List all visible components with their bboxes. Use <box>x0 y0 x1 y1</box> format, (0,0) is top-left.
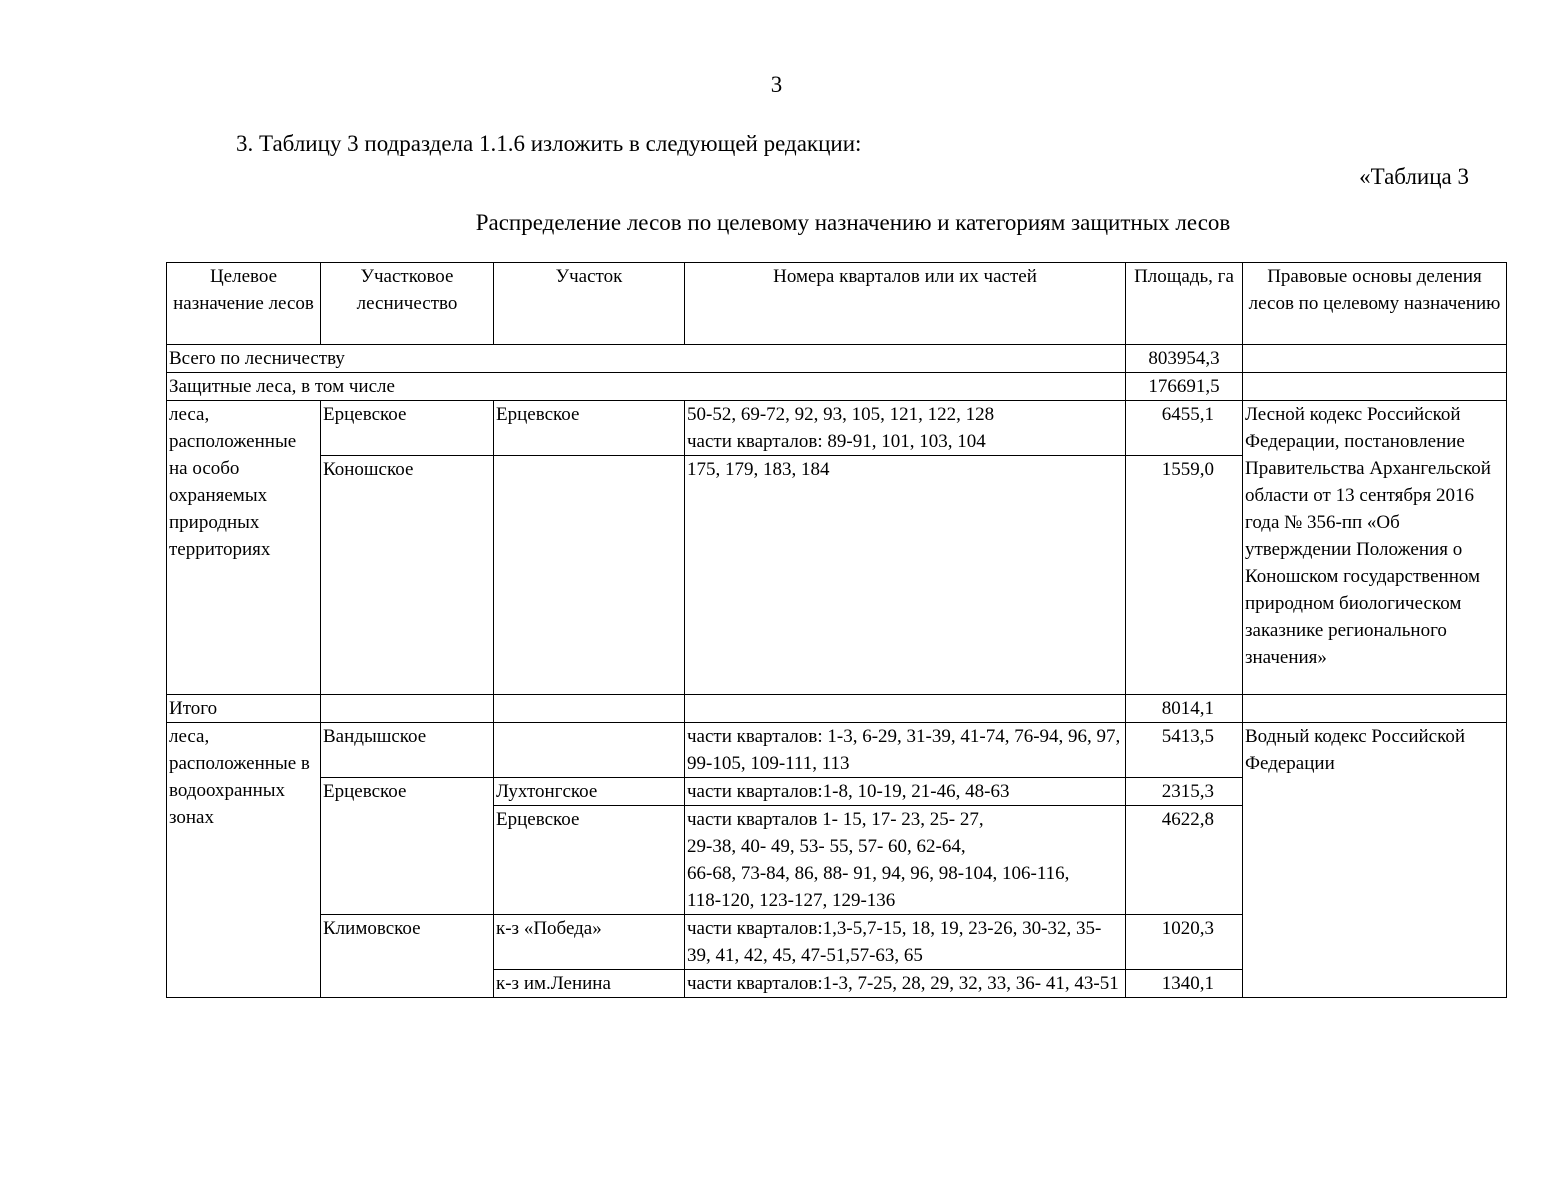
water-site-5: к-з им.Ленина <box>494 970 685 998</box>
water-quarters-5: части кварталов:1-3, 7-25, 28, 29, 32, 33, 36- 41, 43-51 <box>685 970 1126 998</box>
water-area-4: 1020,3 <box>1126 915 1243 970</box>
water-forestry-2: Ерцевское <box>321 778 494 915</box>
water-quarters-1: части кварталов: 1-3, 6-29, 31-39, 41-74, 76-94, 96, 97, 99-105, 109-111, 113 <box>685 723 1126 778</box>
page-number: 3 <box>770 72 783 97</box>
total-area: 803954,3 <box>1126 345 1243 373</box>
table-row-subtotal <box>167 695 1507 723</box>
header-site: Участок <box>494 263 685 345</box>
table-row-total <box>167 345 1507 373</box>
protective-area: 176691,5 <box>1126 373 1243 401</box>
spna-area-2: 1559,0 <box>1126 456 1243 695</box>
water-legal: Водный кодекс Российской Федерации <box>1243 723 1507 998</box>
spna-legal: Лесной кодекс Российской Федерации, постановление Правительства Архангельской области от 13 сентября 2016 года № 356-пп «Об утверждении Положения о Коношском государственном природном биологическом заказнике регионального значения» <box>1243 401 1507 695</box>
table-header-row <box>167 263 1507 345</box>
water-quarters-2: части кварталов:1-8, 10-19, 21-46, 48-63 <box>685 778 1126 806</box>
table-label: «Таблица 3 <box>1359 164 1469 189</box>
empty-cell <box>494 695 685 723</box>
water-site-1 <box>494 723 685 778</box>
total-label: Всего по лесничеству <box>167 345 1126 373</box>
protective-label: Защитные леса, в том числе <box>167 373 1126 401</box>
spna-quarters-1: 50-52, 69-72, 92, 93, 105, 121, 122, 128 части кварталов: 89-91, 101, 103, 104 <box>685 401 1126 456</box>
forest-distribution-table <box>166 262 1507 998</box>
empty-cell <box>685 695 1126 723</box>
water-area-1: 5413,5 <box>1126 723 1243 778</box>
empty-cell <box>1243 373 1507 401</box>
spna-subtotal-area: 8014,1 <box>1126 695 1243 723</box>
water-forestry-1: Вандышское <box>321 723 494 778</box>
instruction-text: 3. Таблицу 3 подраздела 1.1.6 изложить в следующей редакции: <box>236 131 862 156</box>
water-site-3: Ерцевское <box>494 806 685 915</box>
water-area-3: 4622,8 <box>1126 806 1243 915</box>
header-purpose: Целевое назначение лесов <box>167 263 321 345</box>
table-row-protective <box>167 373 1507 401</box>
water-quarters-3: части кварталов 1- 15, 17- 23, 25- 27, 29-38, 40- 49, 53- 55, 57- 60, 62-64, 66-68, 73-84, 86, 88- 91, 94, 96, 98-104, 106-116, 118-120, 123-127, 129-136 <box>685 806 1126 915</box>
water-forestry-4: Климовское <box>321 915 494 998</box>
header-quarters: Номера кварталов или их частей <box>685 263 1126 345</box>
water-site-2: Лухтонгское <box>494 778 685 806</box>
header-forestry: Участковое лесничество <box>321 263 494 345</box>
empty-cell <box>321 695 494 723</box>
spna-quarters-2: 175, 179, 183, 184 <box>685 456 1126 695</box>
water-site-4: к-з «Победа» <box>494 915 685 970</box>
spna-forestry-1: Ерцевское <box>321 401 494 456</box>
spna-site-1: Ерцевское <box>494 401 685 456</box>
water-area-2: 2315,3 <box>1126 778 1243 806</box>
water-quarters-4: части кварталов:1,3-5,7-15, 18, 19, 23-26, 30-32, 35-39, 41, 42, 45, 47-51,57-63, 65 <box>685 915 1126 970</box>
table-title: Распределение лесов по целевому назначению и категориям защитных лесов <box>475 210 1231 235</box>
spna-subtotal-label: Итого <box>167 695 321 723</box>
spna-purpose: леса, расположенные на особо охраняемых природных территориях <box>167 401 321 695</box>
spna-site-2 <box>494 456 685 695</box>
header-legal: Правовые основы деления лесов по целевому назначению <box>1243 263 1507 345</box>
spna-area-1: 6455,1 <box>1126 401 1243 456</box>
empty-cell <box>1243 345 1507 373</box>
empty-cell <box>1243 695 1507 723</box>
water-area-5: 1340,1 <box>1126 970 1243 998</box>
table-row <box>167 723 1507 778</box>
spna-forestry-2: Коношское <box>321 456 494 695</box>
water-purpose: леса, расположенные в водоохранных зонах <box>167 723 321 998</box>
table-row <box>167 401 1507 456</box>
header-area: Площадь, га <box>1126 263 1243 345</box>
